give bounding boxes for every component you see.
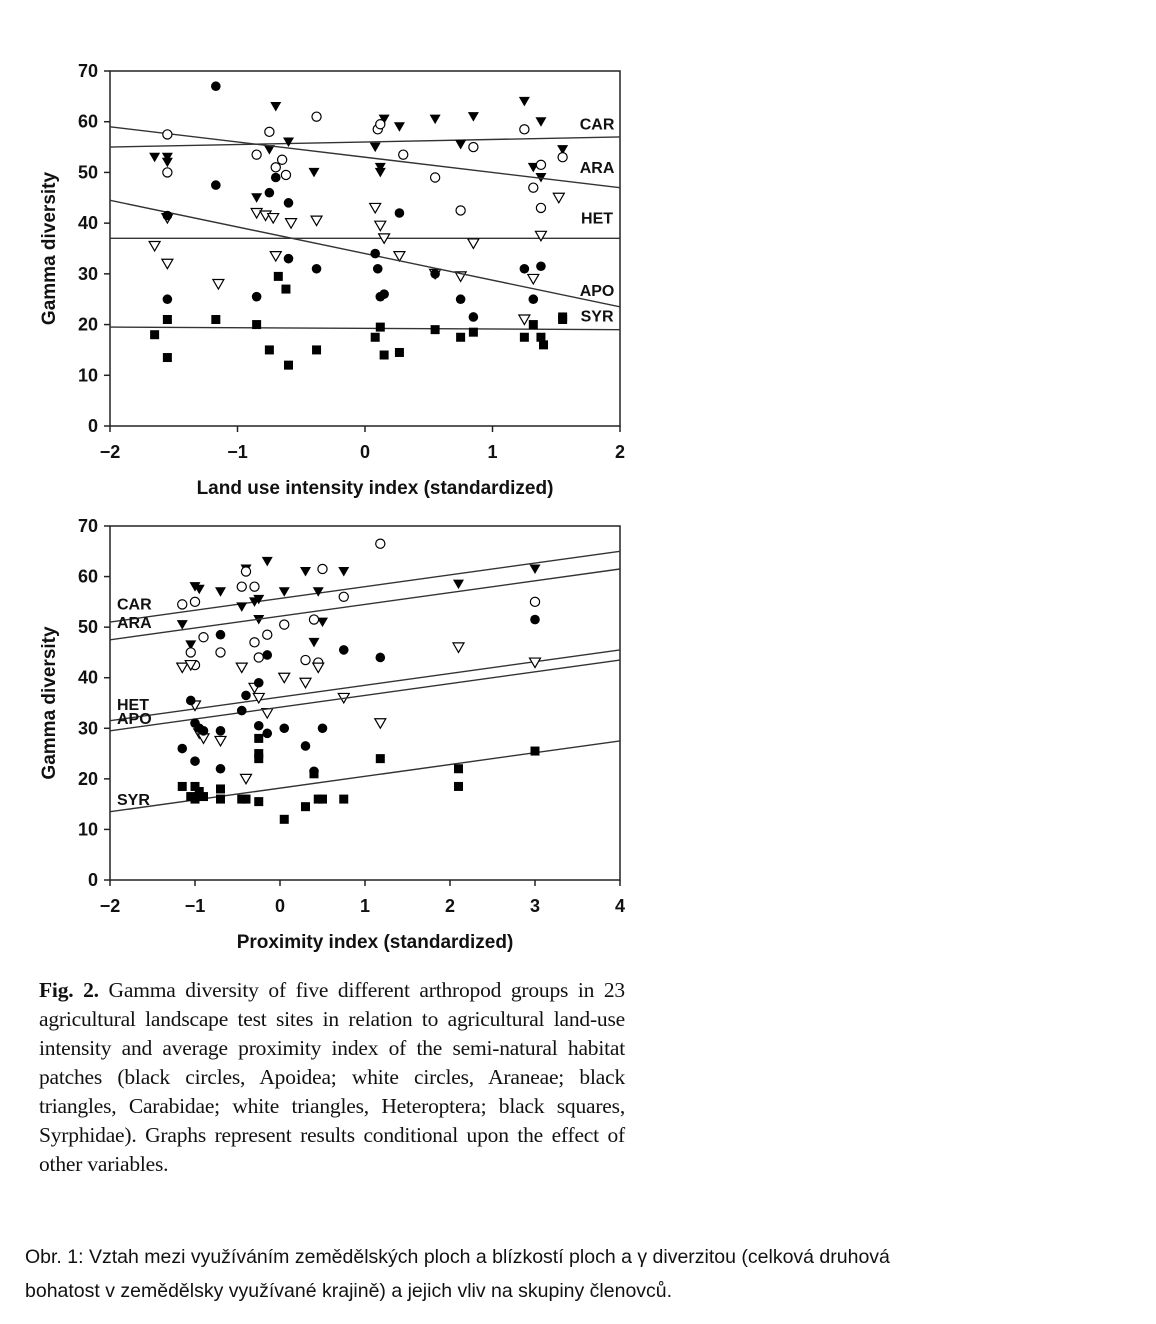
ara-point [312,112,321,121]
apo-point [216,726,226,736]
ara-point [529,183,538,192]
apo-point [254,678,264,688]
apo-point [271,173,281,183]
ara-point [237,582,246,591]
het-point [553,193,564,203]
apo-point [469,312,479,322]
ara-point [376,539,385,548]
ara-point [186,648,195,657]
apo-point [252,292,262,302]
x-axis-title: Proximity index (standardized) [236,932,514,953]
syr-point [310,769,319,778]
car-fit-line [110,551,620,622]
chart-panel-2 [39,516,625,953]
syr-fit-line [110,327,620,330]
apo-point [211,180,221,190]
apo-point [430,269,440,279]
ara-point [536,160,545,169]
car-point [300,567,311,577]
ara-fit-line [110,127,620,188]
y-tick-label: 50 [77,162,98,183]
apo-point [318,723,328,733]
x-tick-label: −1 [184,896,206,916]
caption-label: Fig. 2. [39,978,99,1002]
het-series-label: HET [117,696,149,714]
syr-point [531,747,540,756]
car-fit-line [110,137,620,147]
chart-panel-1 [39,61,625,499]
x-axis-title: Land use intensity index (standardized) [196,478,554,499]
car-point [455,140,466,150]
syr-point [431,325,440,334]
ara-series-label: ARA [117,614,152,632]
syr-point [339,795,348,804]
syr-point [163,315,172,324]
syr-point [199,792,208,801]
het-point [177,663,188,673]
ara-point [163,168,172,177]
apo-point [190,756,200,766]
het-point [279,673,290,683]
car-point [430,115,441,125]
syr-point [254,734,263,743]
ara-point [456,206,465,215]
syr-series-label: SYR [580,308,614,326]
syr-point [380,351,389,360]
y-tick-label: 0 [87,416,98,436]
apo-point [262,650,272,660]
apo-point [395,208,405,218]
ara-point [271,163,280,172]
syr-point [469,328,478,337]
note-line-2: bohatost v zemědělsky využívané krajině) a jejich vliv na skupiny členovců. [25,1280,673,1302]
car-point [394,122,405,132]
syr-point [529,320,538,329]
syr-point [242,795,251,804]
apo-point [339,645,349,655]
y-tick-label: 70 [77,516,98,536]
ara-point [376,120,385,129]
ara-point [250,638,259,647]
figure-caption [39,976,625,1179]
car-point [162,158,173,168]
syr-point [274,272,283,281]
car-point [270,102,281,112]
syr-series-label: SYR [117,791,150,809]
apo-point [284,254,294,264]
syr-point [301,802,310,811]
het-point [370,203,381,213]
y-tick-label: 70 [77,61,98,81]
syr-point [280,815,289,824]
ara-point [163,130,172,139]
car-series-label: CAR [579,116,615,134]
car-point [177,620,188,630]
syr-point [539,340,548,349]
syr-point [254,797,263,806]
car-point [279,587,290,597]
apo-point [163,294,173,304]
czech-note [25,1240,1125,1308]
car-point [283,138,294,148]
car-point [535,117,546,127]
car-point [262,557,273,567]
ara-point [241,567,250,576]
ara-point [190,597,199,606]
syr-point [454,764,463,773]
apo-fit-line [110,660,620,731]
ara-point [309,615,318,624]
ara-point [431,173,440,182]
ara-point [263,630,272,639]
het-point [268,214,279,224]
het-point [236,663,247,673]
car-point [338,567,349,577]
ara-point [399,150,408,159]
y-tick-label: 50 [77,617,98,638]
syr-point [252,320,261,329]
apo-point [456,294,466,304]
car-point [251,193,262,203]
y-tick-label: 20 [77,314,98,335]
apo-point [163,211,173,221]
syr-point [216,784,225,793]
apo-point [177,744,187,754]
apo-point [312,264,322,274]
apo-point [376,653,386,663]
ara-point [199,633,208,642]
apo-point [216,764,226,774]
y-axis-title: Gamma diversity [39,626,60,780]
apo-point [379,289,389,299]
het-point [528,274,539,284]
het-point [311,216,322,226]
apo-point [536,261,546,271]
syr-point [395,348,404,357]
apo-point [254,721,264,731]
ara-point [558,153,567,162]
syr-point [376,754,385,763]
apo-point [529,294,539,304]
apo-point [373,264,383,274]
y-tick-label: 30 [77,718,98,739]
y-tick-label: 10 [77,819,98,840]
ara-point [339,592,348,601]
car-point [309,168,320,178]
y-tick-label: 30 [77,263,98,284]
car-point [236,602,247,612]
apo-point [186,696,196,706]
syr-point [163,353,172,362]
ara-series-label: ARA [579,159,615,177]
y-tick-label: 60 [77,111,98,132]
syr-point [454,782,463,791]
het-point [468,239,479,249]
ara-point [265,127,274,136]
car-point [149,153,160,163]
het-series-label: HET [581,210,614,228]
ara-point [318,564,327,573]
apo-point [262,729,272,739]
ara-point [216,648,225,657]
apo-point [370,249,380,259]
x-tick-label: 0 [359,442,371,462]
ara-point [280,620,289,629]
het-point [253,693,264,703]
car-point [519,97,530,107]
ara-point [281,170,290,179]
het-point [213,280,224,290]
y-tick-label: 20 [77,768,98,789]
ara-point [178,600,187,609]
apo-series-label: APO [579,283,615,301]
apo-point [265,188,275,198]
car-point [453,580,464,590]
car-point [468,112,479,122]
apo-point [530,615,540,625]
het-point [453,643,464,653]
car-point [309,638,320,648]
syr-point [265,345,274,354]
apo-point [237,706,247,716]
apo-series-label: APO [117,710,152,728]
syr-point [211,315,220,324]
note-line-1: Obr. 1: Vztah mezi využíváním zemědělských ploch a blízkostí ploch a γ diverzitou (celková druhová [25,1246,890,1268]
y-tick-label: 60 [77,566,98,587]
car-point [370,143,381,153]
syr-point [150,330,159,339]
x-tick-label: 1 [487,442,498,462]
ara-point [254,653,263,662]
het-point [215,736,226,746]
y-tick-label: 40 [77,213,98,234]
ara-point [301,655,310,664]
ara-point [469,142,478,151]
plot-frame [110,71,620,426]
het-point [313,663,324,673]
het-point [375,221,386,231]
ara-point [536,203,545,212]
syr-point [371,333,380,342]
apo-point [216,630,226,640]
apo-point [284,198,294,208]
syr-point [456,333,465,342]
apo-point [211,81,221,91]
syr-point [376,323,385,332]
y-tick-label: 10 [77,365,98,386]
car-point [215,587,226,597]
het-point [375,719,386,729]
car-series-label: CAR [117,596,152,614]
x-tick-label: 2 [614,442,626,462]
het-point [149,241,160,251]
syr-point [216,795,225,804]
apo-point [199,726,209,736]
ara-point [278,155,287,164]
syr-point [312,345,321,354]
syr-point [178,782,187,791]
x-tick-label: 1 [359,896,371,916]
apo-point [241,691,251,701]
het-point [300,678,311,688]
syr-point [284,361,293,370]
apo-point [301,741,311,751]
het-point [241,774,252,784]
apo-point [279,723,289,733]
syr-point [254,749,263,758]
syr-point [520,333,529,342]
y-tick-label: 40 [77,667,98,688]
y-tick-label: 0 [87,870,98,890]
ara-point [530,597,539,606]
x-tick-label: 2 [444,896,456,916]
ara-point [250,582,259,591]
het-point [162,259,173,269]
het-point [519,315,530,325]
x-tick-label: 4 [614,896,626,916]
x-tick-label: −1 [227,442,248,462]
y-axis-title: Gamma diversity [39,171,60,326]
het-point [286,219,297,229]
caption-text: Gamma diversity of five different arthropod groups in 23 agricultural landscape test sites in relation to agricultural land-use intensity and average proximity index of the semi-natural habitat patches (black circles, Apoidea; white circles, Araneae; black triangles, Carabidae; white triangles, Heteroptera; black squares, Syrphidae). Graphs represent results conditional upon the effect of other variables. [39,978,625,1176]
syr-point [281,285,290,294]
x-tick-label: 3 [529,896,541,916]
car-point [375,168,386,178]
syr-fit-line [110,741,620,812]
ara-point [252,150,261,159]
x-tick-label: −2 [99,442,121,462]
apo-fit-line [110,200,620,307]
apo-point [520,264,530,274]
het-point [535,231,546,241]
het-point [270,252,281,262]
syr-point [558,315,567,324]
syr-point [318,795,327,804]
het-point [251,209,262,219]
ara-point [520,125,529,134]
x-tick-label: −2 [99,896,121,916]
car-point [530,564,541,574]
x-tick-label: 0 [274,896,286,916]
